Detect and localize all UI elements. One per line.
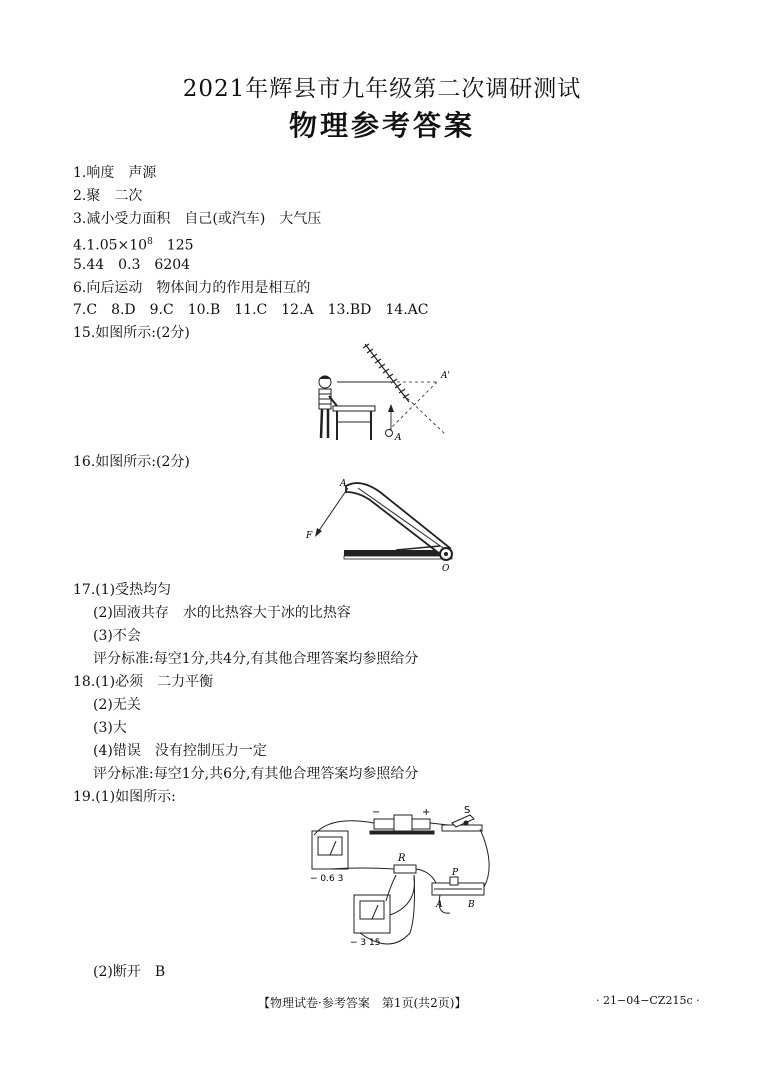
page-footer: 【物理试卷·参考答案 第1页(共2页)】 — [258, 996, 467, 1010]
slider-label: P — [452, 868, 459, 878]
answer-3: 3.减小受力面积 自己(或汽车) 大气压 — [73, 211, 322, 227]
answer-18-score: 评分标准:每空1分,共6分,有其他合理答案均参照给分 — [93, 766, 419, 782]
answer-17-1: 17.(1)受热均匀 — [73, 582, 172, 598]
answer-18-1: 18.(1)必须 二力平衡 — [73, 674, 214, 690]
answer-4-rest: 125 — [152, 237, 194, 254]
answer-7-14: 7.C 8.D 9.C 10.B 11.C 12.A 13.BD 14.AC — [73, 302, 429, 318]
answer-4 — [73, 232, 194, 256]
answer-5: 5.44 0.3 6204 — [73, 257, 191, 273]
image-label: A' — [441, 371, 450, 381]
answer-4-exponent: 8 — [147, 237, 153, 247]
answer-15: 15.如图所示:(2分) — [73, 325, 190, 341]
answer-18-4: (4)错误 没有控制压力一定 — [93, 743, 267, 759]
circuit-figure — [300, 805, 496, 957]
answer-1: 1.响度 声源 — [73, 165, 157, 181]
answer-17-2: (2)固液共存 水的比热容大于冰的比热容 — [93, 605, 351, 621]
exam-title: 2021年辉县市九年级第二次调研测试 — [182, 76, 582, 102]
mirror-reflection-figure — [305, 342, 475, 446]
lever-figure — [300, 470, 468, 574]
answer-17-3: (3)不会 — [93, 628, 141, 644]
voltmeter-scale-label: − 3 15 — [350, 938, 381, 948]
answer-17-score: 评分标准:每空1分,共4分,有其他合理答案均参照给分 — [93, 651, 419, 667]
switch-label: S — [464, 805, 471, 816]
lever-top-label: A — [340, 479, 347, 489]
battery-minus-label: − — [372, 807, 381, 818]
pivot-label: O — [442, 564, 450, 574]
end-a-label: A — [436, 900, 443, 910]
answer-19-1: 19.(1)如图所示: — [73, 789, 176, 805]
answer-18-3: (3)大 — [93, 720, 127, 736]
document-code: · 21−04−CZ215c · — [596, 994, 700, 1007]
answer-16: 16.如图所示:(2分) — [73, 454, 190, 470]
answer-2: 2.聚 二次 — [73, 188, 143, 204]
answer-4-main: 4.1.05×10 — [73, 237, 148, 254]
answer-18-2: (2)无关 — [93, 697, 141, 713]
battery-plus-label: + — [422, 807, 431, 818]
resistor-label: R — [398, 853, 406, 864]
source-label: A — [395, 433, 402, 443]
end-b-label: B — [468, 900, 475, 910]
answer-6: 6.向后运动 物体间力的作用是相互的 — [73, 280, 311, 296]
answer-title: 物理参考答案 — [288, 109, 475, 142]
answer-19-2: (2)断开 B — [93, 964, 166, 980]
force-label: F — [306, 531, 313, 541]
ammeter-scale-label: − 0.6 3 — [310, 874, 344, 884]
